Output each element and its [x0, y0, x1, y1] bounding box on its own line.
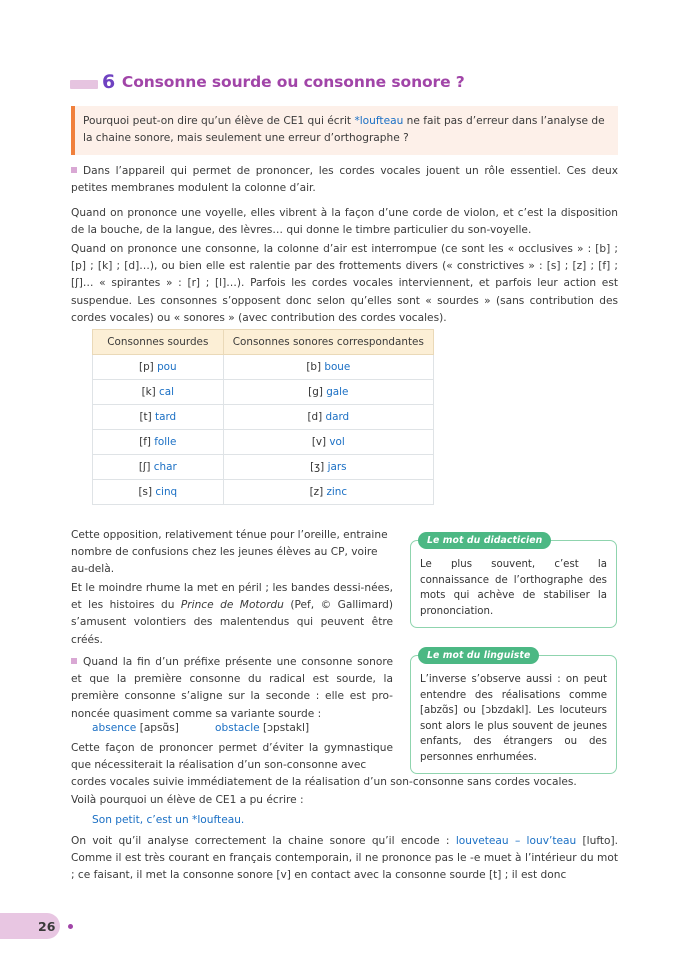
table-cell-right	[223, 430, 433, 455]
table-body	[93, 355, 434, 505]
paragraph-1	[71, 163, 618, 197]
consonants-table	[92, 329, 434, 505]
paragraph-6-text: Quand la fin d’un préfixe présente une consonne sonore et que la première consonne du radical est sourde, la première consonne s’aligne sur la seconde : elle est pro-noncée quasiment comme sa variante sourde :	[71, 656, 393, 720]
paragraph-10-part2: [lufto]. Comme il est très courant en français contemporain, il ne prononce pas le -e muet à l’intérieur du mot ; ce faisant, il met la consonne sonore [v] en contact avec la consonne sourde [t] ; il est donc	[71, 835, 619, 882]
paragraph-3: Quand on prononce une consonne, la colonne d’air est interrompue (ce sont les « occlusives » : [b] ; [p] ; [k] ; [d]…), ou bien elle est ralentie par des frottements divers (« constrictives » : [s] ; [z] ; [f] ; [ʃ]… « spirantes » : [r] ; [l]…). Parfois les cordes vocales interviennent, et parfois leur action est suspendue. Les consonnes s’opposent donc selon qu’elles sont « sourdes » (sans contribution des cordes vocales) ou « sonores » (avec contribution des cordes vocales).	[71, 243, 618, 324]
heading-marker-bar	[70, 80, 98, 89]
ipa-symbol: [s]	[138, 486, 153, 498]
example-word: pou	[157, 361, 177, 373]
example-line-1	[92, 720, 179, 737]
section-number: 6	[102, 71, 115, 93]
paragraph-9: Voilà pourquoi un élève de CE1 a pu écrire :	[71, 794, 304, 806]
example-word: tard	[155, 411, 177, 423]
paragraph-5-part1: Et le moindre rhume la met en péril ; les bandes dessi-nées, et les histoires du	[71, 582, 393, 612]
paragraph-10-part1: On voit qu’il analyse correctement la chaine sonore qu’il encode :	[71, 835, 456, 847]
table-header-row	[93, 330, 434, 355]
table-row	[93, 430, 434, 455]
ipa-symbol: [p]	[139, 361, 154, 373]
ipa-symbol: [b]	[306, 361, 322, 373]
ipa-symbol: [g]	[308, 386, 323, 398]
paragraph-7: Cette façon de prononcer permet d’éviter la gymnastique que nécessiterait la réalisation d’un son-consonne avec	[71, 742, 393, 772]
ipa-symbol: [k]	[141, 386, 156, 398]
example-word: boue	[324, 361, 351, 373]
callout-linguiste	[410, 649, 617, 774]
ipa-symbol: [t]	[139, 411, 152, 423]
callout-tag-linguiste: Le mot du linguiste	[418, 647, 539, 664]
example-word: dard	[325, 411, 350, 423]
table-cell-right	[223, 480, 433, 505]
footer-dot-icon	[68, 924, 73, 929]
table-cell-left	[93, 405, 224, 430]
example-word: gale	[326, 386, 349, 398]
paragraph-2: Quand on prononce une voyelle, elles vibrent à la façon d’une corde de violon, et c’est la disposition de la bouche, de la langue, des lèvres… qui donne le timbre particulier du son-voyelle.	[71, 207, 618, 237]
question-text-after: ne fait pas d’erreur dans l’analyse de la chaine sonore, mais seulement une erreur d’orthographe ?	[83, 115, 605, 144]
example-word: cal	[159, 386, 175, 398]
example-word: cinq	[155, 486, 178, 498]
example-word: jars	[327, 461, 347, 473]
table-header-sourdes: Consonnes sourdes	[93, 330, 224, 355]
square-bullet-icon	[71, 167, 77, 173]
example-word: zinc	[326, 486, 348, 498]
question-callout	[71, 106, 618, 155]
example-word: char	[153, 461, 177, 473]
table-row	[93, 355, 434, 380]
example-ipa-absence: [apsɑ̃s]	[139, 722, 179, 734]
paragraph-5	[71, 580, 393, 649]
table-cell-right	[223, 405, 433, 430]
example-word: vol	[329, 436, 345, 448]
table-cell-left	[93, 480, 224, 505]
question-text-before: Pourquoi peut-on dire qu’un élève de CE1 qui écrit	[83, 115, 355, 127]
paragraph-1-text: Dans l’appareil qui permet de prononcer, les cordes vocales jouent un rôle essentiel. Ces deux petites membranes modulent la colonne d’air.	[71, 165, 618, 195]
callout-text-linguiste: L’inverse s’observe aussi : on peut entendre des réalisations comme [abzɑ̃s] ou [ɔbzdakl]. Les locuteurs sont alors le plus souvent de jeunes enfants, des étrangers ou des personnes enrhumées.	[420, 674, 607, 763]
ipa-symbol: [ʃ]	[138, 461, 151, 473]
example-word-absence: absence	[92, 722, 137, 734]
ipa-symbol: [v]	[311, 436, 327, 448]
paragraph-10	[71, 833, 618, 885]
section-heading	[70, 73, 465, 92]
table-row	[93, 380, 434, 405]
table-cell-left	[93, 380, 224, 405]
table-cell-right	[223, 355, 433, 380]
page-title: Consonne sourde ou consonne sonore ?	[121, 72, 465, 91]
table-row	[93, 455, 434, 480]
paragraph-5-part2: (Pef, © Gallimard) s’amusent volontiers des malentendus qui peuvent être créés.	[71, 599, 394, 646]
table-cell-left	[93, 430, 224, 455]
book-title: Prince de Motordu	[180, 599, 284, 612]
paragraph-4: Cette opposition, relativement ténue pour l’oreille, entraine nombre de confusions chez les jeunes élèves au CP, voire au-delà.	[71, 529, 388, 576]
question-text	[83, 113, 609, 147]
page-number: 26	[38, 919, 56, 934]
question-highlight: *loufteau	[354, 115, 404, 127]
table-row	[93, 405, 434, 430]
paragraph-6	[71, 654, 393, 723]
example-line-2	[215, 720, 309, 737]
ipa-symbol: [ʒ]	[310, 461, 325, 473]
ipa-symbol: [d]	[307, 411, 323, 423]
paragraph-8: cordes vocales suivie immédiatement de la réalisation d’un son-consonne sans cordes vocales.	[71, 776, 577, 788]
callout-didacticien	[410, 534, 617, 628]
example-word-obstacle: obstacle	[215, 722, 260, 734]
table-header-sonores: Consonnes sonores correspondantes	[223, 330, 433, 355]
ipa-symbol: [f]	[139, 436, 151, 448]
table-row	[93, 480, 434, 505]
paragraph-10-highlight: louveteau – louv’teau	[455, 835, 577, 847]
example-ipa-obstacle: [ɔpstakl]	[263, 722, 310, 734]
table-cell-left	[93, 355, 224, 380]
example-line-3: Son petit, c’est un *loufteau.	[92, 814, 245, 826]
example-word: folle	[154, 436, 177, 448]
table-cell-left	[93, 455, 224, 480]
square-bullet-icon	[71, 658, 77, 664]
table-cell-right	[223, 455, 433, 480]
ipa-symbol: [z]	[309, 486, 324, 498]
table-cell-right	[223, 380, 433, 405]
callout-text-didacticien: Le plus souvent, c’est la connaissance de l’orthographe des mots qui achève de stabiliser la prononciation.	[420, 559, 607, 617]
callout-tag-didacticien: Le mot du didacticien	[418, 532, 551, 549]
